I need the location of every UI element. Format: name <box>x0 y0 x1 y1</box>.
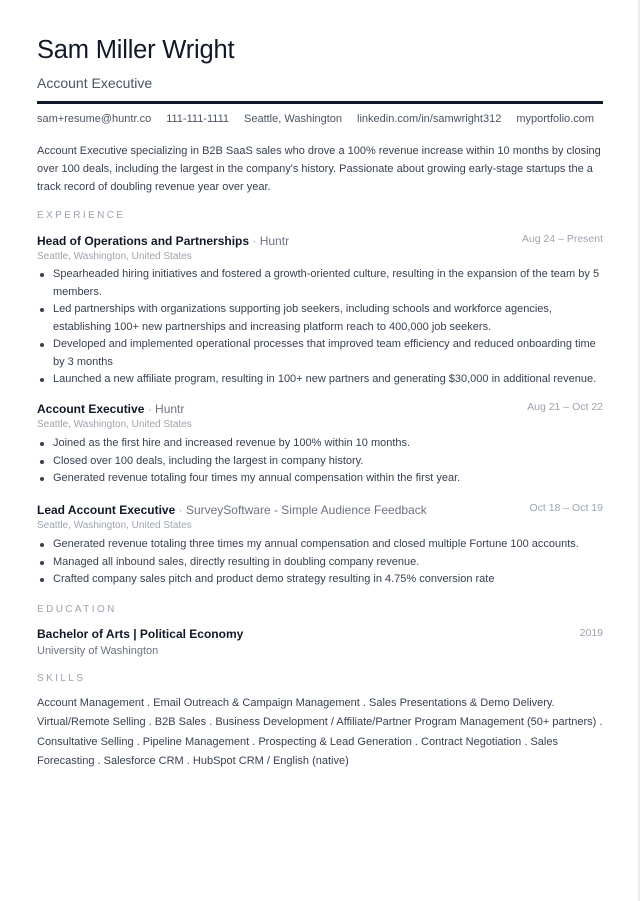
contact-phone: 111-111-1111 <box>166 113 229 125</box>
candidate-name: Sam Miller Wright <box>37 36 235 64</box>
list-item: Managed all inbound sales, directly resulting in doubling company revenue. <box>37 554 607 572</box>
job-separator: · <box>144 402 156 416</box>
contact-email[interactable]: sam+resume@huntr.co <box>37 113 152 125</box>
contact-portfolio[interactable]: myportfolio.com <box>516 113 594 125</box>
section-heading-skills: SKILLS <box>37 673 86 684</box>
job-company: SurveySoftware - Simple Audience Feedback <box>185 503 427 517</box>
job-bullets <box>37 435 607 488</box>
job-separator: · <box>249 234 260 248</box>
job-title-line <box>37 503 427 517</box>
header-divider <box>37 101 603 104</box>
education-year: 2019 <box>579 627 603 639</box>
job-dates: Aug 21 – Oct 22 <box>527 401 603 413</box>
education-degree: Bachelor of Arts | Political Economy <box>37 627 244 641</box>
job-bullets <box>37 266 607 389</box>
job-bullets <box>37 536 607 589</box>
list-item: Developed and implemented operational processes that improved team efficiency and reduced onboarding time by 3 months <box>37 336 607 371</box>
job-role: Head of Operations and Partnerships <box>37 234 250 248</box>
candidate-title: Account Executive <box>37 75 153 91</box>
summary-text: Account Executive specializing in B2B SaaS sales who drove a 100% revenue increase within 10 months by closing over 100 deals, including the largest in the company's history. Passionate about growing early-stage startups the a track record of doubling revenue year over year. <box>37 145 601 193</box>
list-item: Joined as the first hire and increased revenue by 100% within 10 months. <box>37 435 607 453</box>
job-location: Seattle, Washington, United States <box>37 251 192 262</box>
list-item: Led partnerships with organizations supporting job seekers, including schools and workforce agencies, establishing 100+ new partnerships and increasing platform reach to 400,000 job seekers. <box>37 301 607 336</box>
education-school: University of Washington <box>37 645 159 657</box>
section-heading-education: EDUCATION <box>37 604 117 615</box>
job-dates: Aug 24 – Present <box>521 233 603 245</box>
skills-text: Account Management . Email Outreach & Campaign Management . Sales Presentations & Demo Delivery. Virtual/Remote Selling . B2B Sales . Business Development / Affiliate/Partner Program Management (50+ partners) . Consultative Selling . Pipeline Management . Prospecting & Lead Generation . Contract Negotiation . Sales Forecasting . Salesforce CRM . HubSpot CRM / English (native) <box>37 697 603 767</box>
job-dates: Oct 18 – Oct 19 <box>529 502 603 514</box>
job-role: Account Executive <box>37 402 145 416</box>
list-item: Closed over 100 deals, including the largest in company history. <box>37 453 607 471</box>
list-item: Launched a new affiliate program, resulting in 100+ new partners and generating $30,000 in additional revenue. <box>37 371 607 389</box>
list-item: Generated revenue totaling four times my annual compensation within the first year. <box>37 470 607 488</box>
job-separator: · <box>175 503 186 517</box>
job-role: Lead Account Executive <box>37 503 176 517</box>
job-company: Huntr <box>259 234 290 248</box>
job-location: Seattle, Washington, United States <box>37 520 192 531</box>
contact-location: Seattle, Washington <box>244 113 343 125</box>
job-location: Seattle, Washington, United States <box>37 419 192 430</box>
job-company: Huntr <box>155 402 185 416</box>
job-title-line <box>37 234 289 248</box>
list-item: Spearheaded hiring initiatives and fostered a growth-oriented culture, resulting in the expansion of the team by 5 members. <box>37 266 607 301</box>
list-item: Crafted company sales pitch and product demo strategy resulting in 4.75% conversion rate <box>37 571 607 589</box>
job-title-line <box>37 402 184 416</box>
section-heading-experience: EXPERIENCE <box>37 210 126 221</box>
contact-bar <box>37 113 603 125</box>
list-item: Generated revenue totaling three times my annual compensation and closed multiple Fortune 100 accounts. <box>37 536 607 554</box>
contact-linkedin[interactable]: linkedin.com/in/samwright312 <box>357 113 502 125</box>
